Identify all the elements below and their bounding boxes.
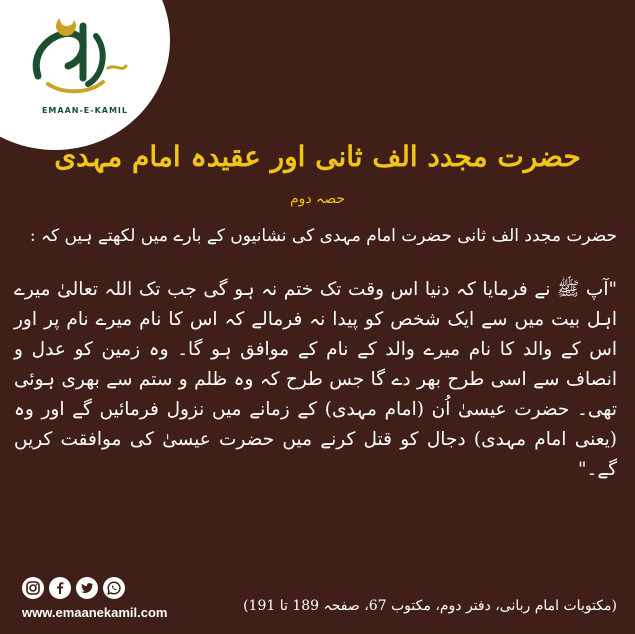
- post-part-label: حصہ دوم: [289, 191, 346, 207]
- whatsapp-icon[interactable]: [103, 577, 125, 599]
- social-links: [22, 577, 167, 599]
- post-title: حضرت مجدد الف ثانی اور عقیدہ امام مہدی: [54, 140, 581, 173]
- twitter-icon[interactable]: [76, 577, 98, 599]
- brand-logo: [8, 6, 134, 126]
- brand-name: EMAAN-E-KAMIL: [41, 106, 129, 115]
- quote-text: "آپ ﷺ نے فرمایا کہ دنیا اس وقت تک ختم نہ ہو گی جب تک اللہ تعالیٰ میرے اہل بیت میں سے ایک شخص کو پیدا نہ فرمالے کہ اس کا نام میرے نام پر اور اس کے والد کا نام میرے والد کے نام کے موافق ہو گا۔ وہ زمین کو عدل و انصاف سے اسی طرح بھر دے گا جس طرح کہ وہ ظلم و ستم سے بھری ہوئی تھی۔ حضرت عیسیٰ اُن (امام مہدی) کے زمانے میں نزول فرمائیں گے اور وہ (یعنی امام مہدی) دجال کو قتل کرنے میں حضرت عیسیٰ کی موافقت کریں گے۔": [14, 279, 617, 480]
- facebook-icon[interactable]: [49, 577, 71, 599]
- intro-text: حضرت مجدد الف ثانی حضرت امام مہدی کی نشانیوں کے بارے میں لکھتے ہیں کہ :: [29, 226, 617, 246]
- footer-contact: [22, 577, 167, 620]
- instagram-icon[interactable]: [22, 577, 44, 599]
- source-reference: (مکتوبات امام ربانی، دفتر دوم، مکتوب 67، صفحہ 189 تا 191): [243, 598, 617, 614]
- website-link[interactable]: www.emaanekamil.com: [22, 605, 168, 620]
